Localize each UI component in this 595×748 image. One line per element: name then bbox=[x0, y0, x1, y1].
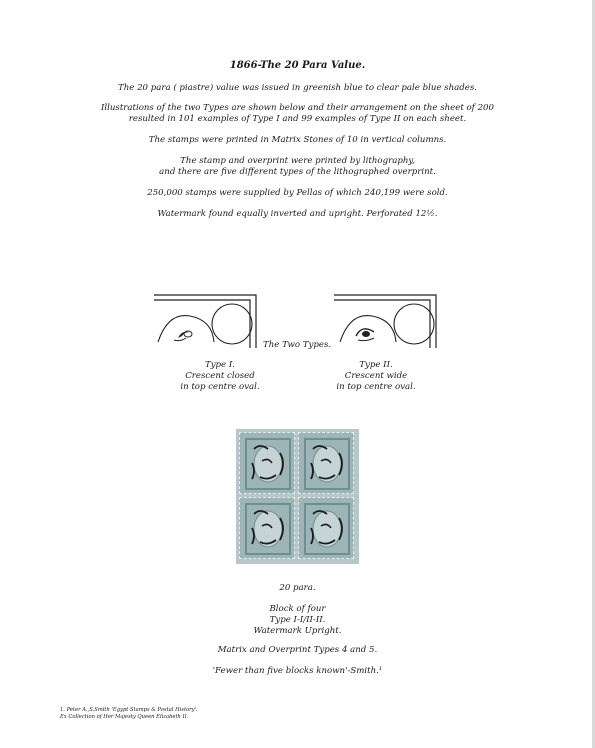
type1-desc: Crescent closed bbox=[185, 371, 255, 381]
block-desc: Block of four bbox=[269, 604, 326, 614]
intro-line: 250,000 stamps were supplied by Pellas of which 240,199 were sold. bbox=[147, 188, 448, 198]
block-matrix: Matrix and Overprint Types 4 and 5. bbox=[217, 645, 378, 655]
type1-illustration bbox=[150, 292, 265, 350]
intro-line: The stamps were printed in Matrix Stones of 10 in vertical columns. bbox=[148, 135, 447, 145]
intro-line: and there are five different types of the lithographed overprint. bbox=[159, 167, 436, 177]
type2-desc: Crescent wide bbox=[344, 371, 408, 381]
stamp bbox=[298, 497, 354, 559]
type2-illustration bbox=[330, 292, 445, 350]
intro-line: resulted in 101 examples of Type I and 99 examples of Type II on each sheet. bbox=[128, 114, 467, 124]
block-value: 20 para. bbox=[279, 583, 316, 593]
block-quote: 'Fewer than five blocks known'-Smith.¹ bbox=[212, 666, 383, 676]
block-desc: Type I-I/II-II. bbox=[269, 615, 326, 625]
two-types-label: The Two Types. bbox=[263, 340, 332, 350]
footnote: Ex Collection of Her Majesty Queen Elizabeth II. bbox=[60, 714, 189, 720]
stamp bbox=[239, 432, 295, 494]
type1-caption bbox=[150, 360, 290, 393]
stamp bbox=[239, 497, 295, 559]
type2-desc: in top centre oval. bbox=[336, 382, 416, 392]
intro-line: The stamp and overprint were printed by lithography, bbox=[180, 156, 415, 166]
intro-line: Illustrations of the two Types are shown below and their arrangement on the sheet of 200 bbox=[100, 103, 494, 113]
type1-title: Type I. bbox=[204, 360, 236, 370]
intro-line: The 20 para ( piastre) value was issued in greenish blue to clear pale blue shades. bbox=[118, 83, 477, 93]
type2-title: Type II. bbox=[359, 360, 393, 370]
stamp-block-of-four bbox=[236, 429, 359, 564]
type2-caption bbox=[306, 360, 446, 393]
stamp bbox=[298, 432, 354, 494]
page-title: 1866-The 20 Para Value. bbox=[229, 60, 366, 71]
type1-desc: in top centre oval. bbox=[180, 382, 260, 392]
footnote: 1. Peter A.,S.Smith 'Egypt Stamps & Postal History'. bbox=[60, 707, 198, 713]
block-desc: Watermark Upright. bbox=[253, 626, 342, 636]
intro-line: Watermark found equally inverted and upright. Perforated 12½. bbox=[157, 209, 438, 219]
